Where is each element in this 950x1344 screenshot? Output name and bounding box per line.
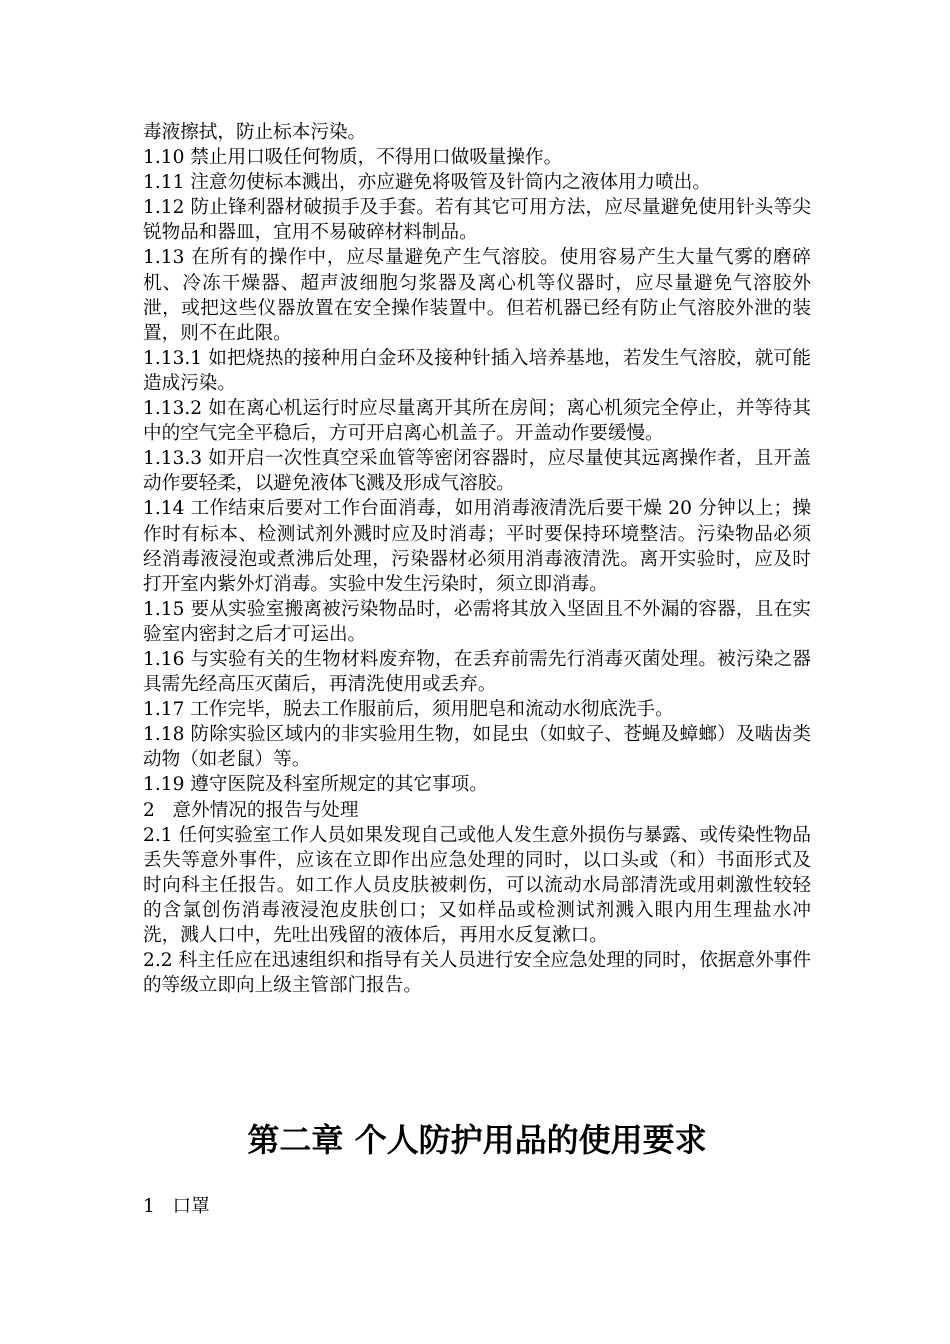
paragraph: 1.18 防除实验区域内的非实验用生物，如昆虫（如蚊子、苍蝇及蟑螂）及啮齿类动物（如老鼠）等。: [143, 724, 811, 771]
paragraph: 1.12 防止锋利器材破损手及手套。若有其它可用方法，应尽量避免使用针头等尖锐物品和器皿，宜用不易破碎材料制品。: [143, 197, 811, 244]
paragraph: 2.2 科主任应在迅速组织和指导有关人员进行安全应急处理的同时，依据意外事件的等级立即向上级主管部门报告。: [143, 950, 811, 997]
document-body: [143, 120, 811, 998]
paragraph: 1.15 要从实验室搬离被污染物品时，必需将其放入坚固且不外漏的容器，且在实验室内密封之后才可运出。: [143, 598, 811, 645]
paragraph: 1.11 注意勿使标本溅出，亦应避免将吸管及针筒内之液体用力喷出。: [143, 172, 711, 194]
paragraph: 1.16 与实验有关的生物材料废弃物，在丢弃前需先行消毒灭菌处理。被污染之器具需先经高压灭菌后，再清洗使用或丢弃。: [143, 648, 811, 696]
paragraph: 1.14 工作结束后要对工作台面消毒，如用消毒液清洗后要干燥 20 分钟以上；操作时有标本、检测试剂外溅时应及时消毒；平时要保持环境整洁。污染物品必须经消毒液浸泡或煮沸后处理，污染器材必须用消毒液清洗。离开实验时，应及时打开室内紫外灯消毒。实验中发生污染时，须立即消毒。: [143, 498, 811, 595]
paragraph: 1.13.3 如开启一次性真空采血管等密闭容器时，应尽量使其远离操作者，且开盖动作要轻柔，以避免液体飞溅及形成气溶胶。: [143, 448, 811, 495]
paragraph: 1.13.2 如在离心机运行时应尽量离开其所在房间；离心机须完全停止，并等待其中的空气完全平稳后，方可开启离心机盖子。开盖动作要缓慢。: [143, 398, 811, 445]
paragraph: 1.19 遵守医院及科室所规定的其它事项。: [143, 774, 488, 796]
chapter-title: 第二章 个人防护用品的使用要求: [247, 1121, 707, 1159]
paragraph: 1.13 在所有的操作中，应尽量避免产生气溶胶。使用容易产生大量气雾的磨碎机、冷冻干燥器、超声波细胞匀浆器及离心机等仪器时，应尽量避免气溶胶外泄，或把这些仪器放置在安全操作装置中。但若机器已经有防止气溶胶外泄的装置，则不在此限。: [143, 247, 811, 344]
section-heading-mask: 1 口罩: [143, 1196, 210, 1217]
paragraph: 1.10 禁止用口吸任何物质，不得用口做吸量操作。: [143, 147, 563, 169]
paragraph: 2.1 任何实验室工作人员如果发现自己或他人发生意外损伤与暴露、或传染性物品丢失等意外事件，应该在立即作出应急处理的同时，以口头或（和）书面形式及时向科主任报告。如工作人员皮肤被刺伤，可以流动水局部清洗或用刺激性较轻的含氯创伤消毒液浸泡皮肤创口；又如样品或检测试剂溅入眼内用生理盐水冲洗，溅人口中，先吐出残留的液体后，再用水反复漱口。: [143, 824, 811, 946]
section-heading-accident: 2 意外情况的报告与处理: [143, 799, 359, 821]
paragraph: 1.17 工作完毕，脱去工作服前后，须用肥皂和流动水彻底洗手。: [143, 699, 674, 721]
paragraph: 1.13.1 如把烧热的接种用白金环及接种针插入培养基地，若发生气溶胶，就可能造成污染。: [143, 347, 811, 394]
paragraph: 毒液擦拭，防止标本污染。: [143, 122, 367, 143]
